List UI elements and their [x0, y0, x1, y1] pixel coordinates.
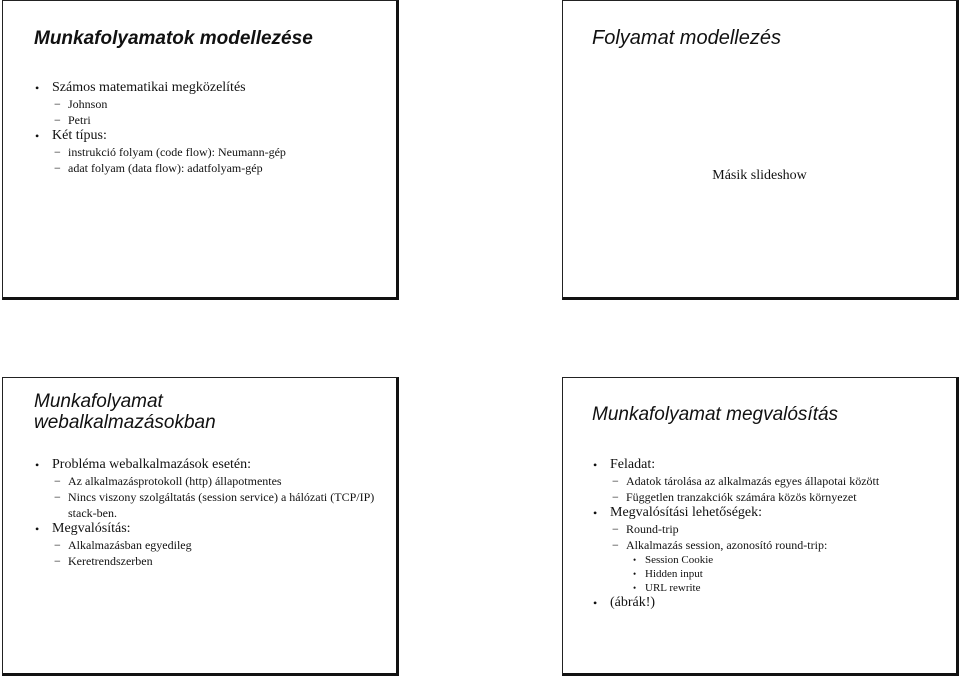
- small-bullet-marker: •: [633, 569, 637, 579]
- sub-sub-bullet-text: Hidden input: [645, 568, 703, 580]
- sub-bullet-item: [34, 537, 386, 553]
- sub-bullet-text: Alkalmazásban egyedileg: [68, 538, 192, 552]
- sub-bullet-text: Nincs viszony szolgáltatás (session service) a hálózati (TCP/IP) stack-ben.: [68, 490, 375, 520]
- slide-body-text: Másik slideshow: [712, 168, 807, 183]
- sub-bullet-text: Round-trip: [626, 522, 679, 536]
- slide-process-modeling: [562, 0, 959, 300]
- dash-marker: −: [54, 474, 61, 488]
- sub-bullet-text: Petri: [68, 113, 91, 127]
- bullet-item: [34, 457, 386, 473]
- bullet-item: [34, 128, 386, 144]
- sub-bullet-text: instrukció folyam (code flow): Neumann-gép: [68, 145, 286, 159]
- sub-bullet-item: [34, 473, 386, 489]
- bullet-text: Feladat:: [610, 457, 656, 472]
- dash-marker: −: [612, 538, 619, 552]
- dash-marker: −: [612, 474, 619, 488]
- sub-bullet-item: [592, 521, 946, 537]
- bullet-marker: •: [593, 506, 598, 520]
- sub-bullet-text: Független tranzakciók számára közös környezet: [626, 490, 857, 504]
- slide-workflow-modeling: [2, 0, 399, 300]
- bullet-text: Megvalósítási lehetőségek:: [610, 505, 763, 520]
- slide-title: Munkafolyamatok modellezése: [34, 28, 313, 49]
- sub-bullet-item: [34, 160, 386, 176]
- bullet-item: [592, 595, 946, 611]
- sub-sub-bullet-item: [592, 553, 946, 567]
- sub-bullet-item: [34, 553, 386, 569]
- sub-bullet-item: [34, 144, 386, 160]
- slide-content: [34, 80, 386, 176]
- slide-content: [34, 457, 386, 569]
- bullet-marker: •: [593, 458, 598, 472]
- sub-bullet-item: [592, 537, 946, 553]
- dash-marker: −: [54, 554, 61, 568]
- slide-title: [34, 391, 216, 433]
- bullet-marker: •: [593, 596, 598, 610]
- sub-bullet-text: Alkalmazás session, azonosító round-trip:: [626, 538, 828, 552]
- dash-marker: −: [54, 145, 61, 159]
- sub-bullet-item: [34, 96, 386, 112]
- bullet-text: Megvalósítás:: [52, 521, 131, 536]
- bullet-marker: •: [35, 458, 40, 472]
- slide-workflow-in-webapps: [2, 377, 399, 676]
- slide-title: Folyamat modellezés: [592, 27, 781, 49]
- sub-sub-bullet-text: URL rewrite: [645, 582, 701, 594]
- sub-sub-bullet-item: [592, 581, 946, 595]
- slide-workflow-implementation: [562, 377, 959, 676]
- small-bullet-marker: •: [633, 555, 637, 565]
- sub-bullet-text: Johnson: [68, 97, 108, 111]
- sub-bullet-item: [592, 473, 946, 489]
- bullet-text: Számos matematikai megközelítés: [52, 80, 246, 95]
- bullet-item: [592, 457, 946, 473]
- dash-marker: −: [54, 113, 61, 127]
- sub-bullet-item: [34, 112, 386, 128]
- bullet-marker: •: [35, 522, 40, 536]
- dash-marker: −: [54, 490, 61, 504]
- slide-title: Munkafolyamat megvalósítás: [592, 404, 839, 425]
- dash-marker: −: [612, 522, 619, 536]
- bullet-text: Két típus:: [52, 128, 107, 143]
- bullet-text: (ábrák!): [610, 595, 656, 610]
- slide-title-line-2: webalkalmazásokban: [34, 412, 216, 433]
- dash-marker: −: [54, 161, 61, 175]
- bullet-marker: •: [35, 129, 40, 143]
- slide-title-line-1: Munkafolyamat: [34, 391, 163, 412]
- slide-content: [592, 457, 946, 611]
- bullet-item: [592, 505, 946, 521]
- bullet-item: [34, 80, 386, 96]
- sub-bullet-text: Az alkalmazásprotokoll (http) állapotmentes: [68, 474, 282, 488]
- sub-bullet-text: Keretrendszerben: [68, 554, 153, 568]
- bullet-item: [34, 521, 386, 537]
- bullet-text: Probléma webalkalmazások esetén:: [52, 457, 252, 472]
- sub-bullet-text: adat folyam (data flow): adatfolyam-gép: [68, 161, 263, 175]
- bullet-marker: •: [35, 81, 40, 95]
- sub-bullet-text: Adatok tárolása az alkalmazás egyes állapotai között: [626, 474, 880, 488]
- sub-sub-bullet-item: [592, 567, 946, 581]
- small-bullet-marker: •: [633, 583, 637, 593]
- dash-marker: −: [612, 490, 619, 504]
- sub-bullet-item: [592, 489, 946, 505]
- dash-marker: −: [54, 538, 61, 552]
- sub-sub-bullet-text: Session Cookie: [645, 554, 714, 566]
- dash-marker: −: [54, 97, 61, 111]
- sub-bullet-item: [34, 489, 386, 521]
